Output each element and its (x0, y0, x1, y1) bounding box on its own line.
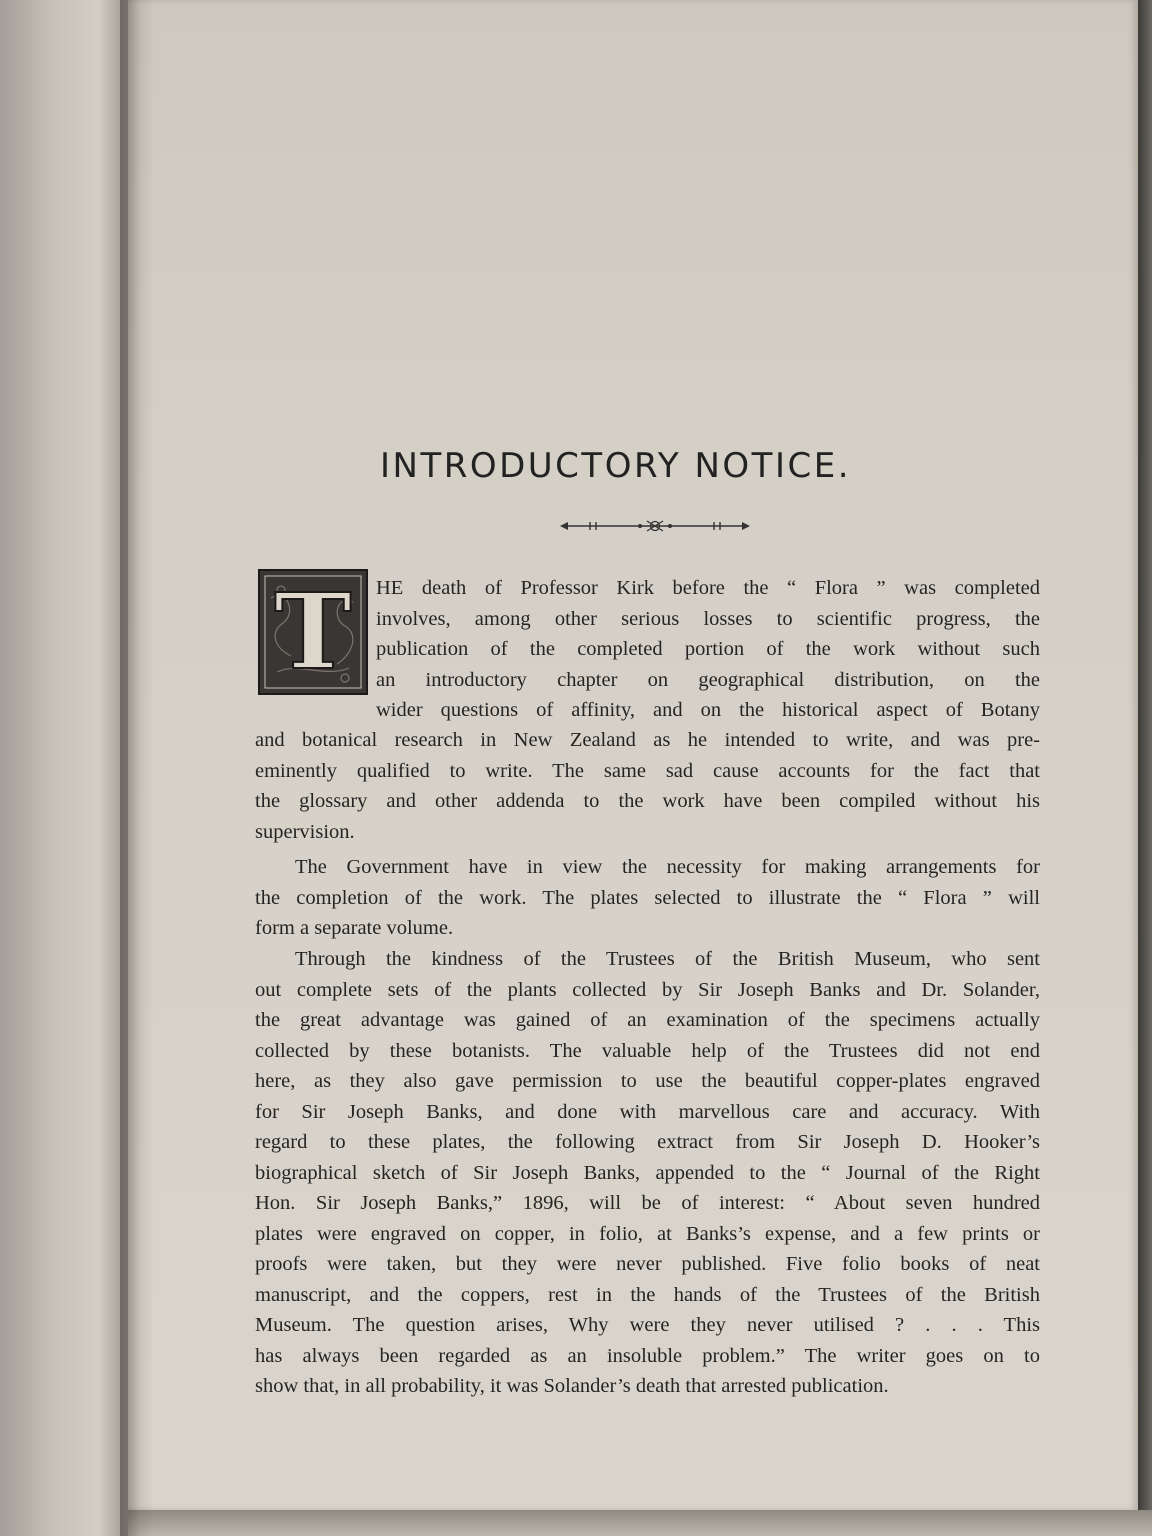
paragraph-1-beside-dropcap (376, 573, 1040, 726)
text-line: for Sir Joseph Banks, and done with marvellous care and accuracy. With (255, 1100, 1040, 1123)
text-line: the great advantage was gained of an examination of the specimens actually (255, 1009, 1040, 1031)
text-line: Museum. The question arises, Why were they never utilised ? . . . This (255, 1314, 1040, 1336)
text-line: show that, in all probability, it was Solander’s death that arrested publication. (255, 1375, 889, 1397)
text-line: Through the kindness of the Trustees of the British Museum, who sent (295, 948, 1040, 970)
text-line: eminently qualified to write. The same sad cause accounts for the fact that (255, 759, 1040, 782)
text-line: Hon. Sir Joseph Banks,” 1896, will be of interest: “ About seven hundred (255, 1192, 1040, 1214)
text-line: here, as they also gave permission to use the beautiful copper-plates engraved (255, 1070, 1040, 1092)
text-line: supervision. (255, 820, 355, 843)
text-line: the completion of the work. The plates selected to illustrate the “ Flora ” will (255, 886, 1040, 909)
text-line: out complete sets of the plants collected by Sir Joseph Banks and Dr. Solander, (255, 978, 1040, 1001)
paragraph-2 (255, 852, 1040, 944)
text-line: biographical sketch of Sir Joseph Banks, appended to the “ Journal of the Right (255, 1161, 1040, 1184)
text-line: involves, among other serious losses to scientific progress, the (376, 607, 1040, 630)
text-line: collected by these botanists. The valuable help of the Trustees did not end (255, 1039, 1040, 1062)
book-spine (0, 0, 132, 1536)
text-line: The Government have in view the necessity for making arrangements for (295, 856, 1040, 878)
title-ornament (560, 519, 750, 533)
paragraph-3 (255, 944, 1040, 1402)
decorated-drop-cap (257, 568, 369, 696)
book-cover-edge (1138, 0, 1152, 1536)
text-line: manuscript, and the coppers, rest in the hands of the Trustees of the British (255, 1283, 1040, 1306)
drop-cap-letter: T (274, 570, 352, 693)
text-line: proofs were taken, but they were never published. Five folio books of neat (255, 1253, 1040, 1275)
page-title: INTRODUCTORY NOTICE. (380, 446, 851, 486)
text-line: form a separate volume. (255, 917, 454, 939)
text-line: and botanical research in New Zealand as he intended to write, and was pre- (255, 729, 1040, 751)
gutter-shadow (120, 0, 154, 1536)
text-line: the glossary and other addenda to the work have been compiled without his (255, 790, 1040, 812)
text-line: regard to these plates, the following extract from Sir Joseph D. Hooker’s (255, 1131, 1040, 1153)
text-line: an introductory chapter on geographical distribution, on the (376, 668, 1040, 691)
text-line: plates were engraved on copper, in folio, at Banks’s expense, and a few prints or (255, 1222, 1040, 1245)
text-line: HE death of Professor Kirk before the “ Flora ” was completed (376, 577, 1040, 599)
page-bottom-edge (128, 1510, 1152, 1536)
text-line: publication of the completed portion of the work without such (376, 638, 1040, 660)
text-line: has always been regarded as an insoluble problem.” The writer goes on to (255, 1344, 1040, 1367)
paragraph-1-continued (255, 725, 1040, 847)
text-line: wider questions of affinity, and on the historical aspect of Botany (376, 699, 1040, 721)
